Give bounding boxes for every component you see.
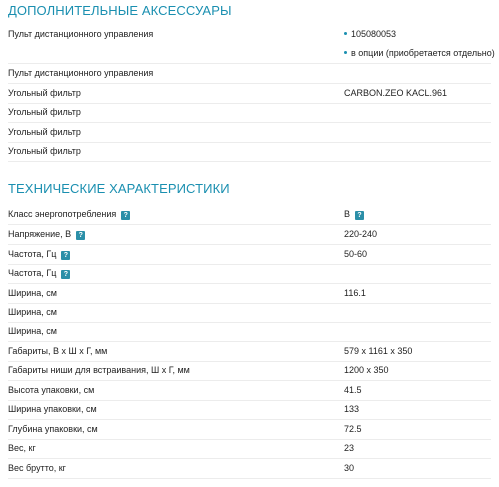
spec-row (8, 226, 491, 245)
spec-label: Вес брутто, кг (8, 463, 66, 473)
spec-value: 133 (344, 404, 360, 414)
spec-value: 50-60 (344, 249, 368, 259)
accessory-option-note: в опции (приобретается отдельно) (344, 48, 495, 58)
spec-row (8, 323, 491, 342)
spec-row (8, 460, 491, 479)
help-icon[interactable]: ? (76, 231, 85, 240)
accessory-label: Угольный фильтр (8, 127, 81, 137)
accessory-row (8, 85, 491, 104)
spec-row (8, 440, 491, 459)
spec-label: Глубина упаковки, см (8, 424, 98, 434)
accessory-value[interactable]: CARBON.ZEO KACL.961 (344, 88, 448, 98)
help-icon[interactable]: ? (121, 211, 130, 220)
accessory-row (8, 26, 495, 64)
spec-value: 72.5 (344, 424, 362, 434)
help-icon[interactable]: ? (355, 211, 364, 220)
spec-row (8, 265, 491, 284)
accessory-label: Угольный фильтр (8, 107, 81, 117)
accessory-label: Угольный фильтр (8, 146, 81, 156)
accessory-row (8, 124, 491, 143)
spec-label: Ширина, см (8, 288, 57, 298)
spec-label: Высота упаковки, см (8, 385, 95, 395)
spec-label: Частота, Гц ? (8, 249, 70, 260)
spec-value: B ? (344, 209, 364, 220)
bullet-icon (344, 51, 347, 54)
spec-value: 579 x 1161 x 350 (344, 346, 413, 356)
spec-row (8, 206, 491, 225)
spec-row (8, 246, 491, 265)
spec-row (8, 401, 491, 420)
spec-row (8, 304, 491, 323)
spec-row (8, 285, 491, 304)
accessories-title: ДОПОЛНИТЕЛЬНЫЕ АКСЕССУАРЫ (8, 3, 232, 18)
spec-value: 23 (344, 443, 355, 453)
spec-value: 1200 x 350 (344, 365, 389, 375)
spec-value: 30 (344, 463, 355, 473)
accessory-article-value[interactable]: 105080053 (344, 29, 396, 39)
spec-label: Габариты ниши для встраивания, Ш х Г, мм (8, 365, 190, 375)
spec-label: Габариты, В х Ш х Г, мм (8, 346, 108, 356)
accessory-label: Пульт дистанционного управления (8, 29, 154, 39)
spec-row (8, 343, 491, 362)
bullet-icon (344, 32, 347, 35)
spec-row (8, 382, 491, 401)
help-icon[interactable]: ? (61, 251, 70, 260)
spec-label: Напряжение, В ? (8, 229, 85, 240)
spec-row (8, 421, 491, 440)
spec-value: 41.5 (344, 385, 362, 395)
help-icon[interactable]: ? (61, 270, 70, 279)
accessory-label: Угольный фильтр (8, 88, 81, 98)
spec-label: Ширина, см (8, 326, 57, 336)
spec-value: 220-240 (344, 229, 378, 239)
spec-row (8, 362, 491, 381)
accessory-label: Пульт дистанционного управления (8, 68, 154, 78)
spec-value: 116.1 (344, 288, 366, 298)
spec-label: Ширина упаковки, см (8, 404, 97, 414)
spec-label: Ширина, см (8, 307, 57, 317)
accessory-row (8, 143, 491, 162)
accessory-row (8, 65, 491, 84)
spec-label: Вес, кг (8, 443, 36, 453)
accessory-row (8, 104, 491, 123)
specs-title: ТЕХНИЧЕСКИЕ ХАРАКТЕРИСТИКИ (8, 181, 230, 196)
spec-label: Класс энергопотребления ? (8, 209, 130, 220)
spec-label: Частота, Гц ? (8, 268, 70, 279)
